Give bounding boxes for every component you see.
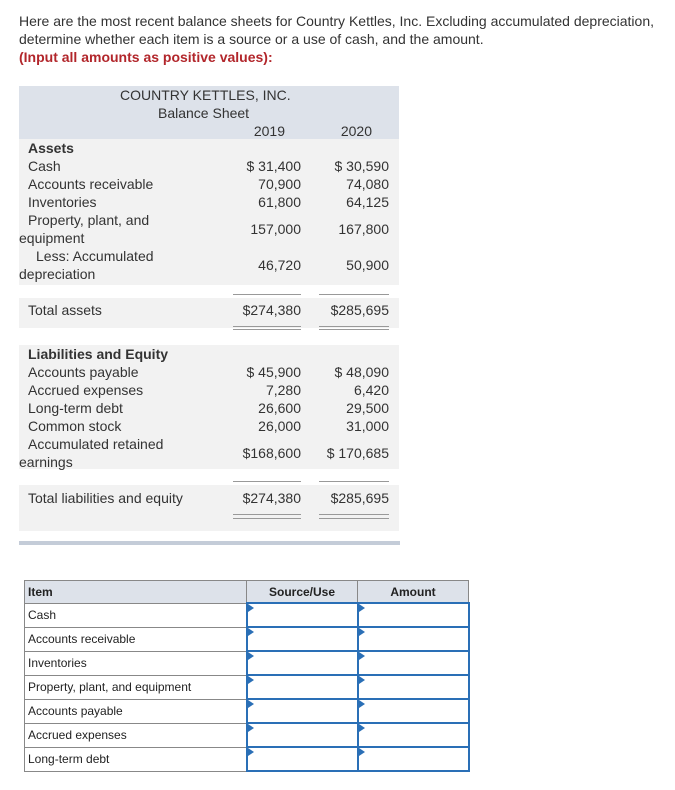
row-total-le-2019: $274,380: [242, 490, 301, 506]
row-total-assets-2020: $285,695: [330, 302, 389, 318]
problem-text: [19, 12, 659, 66]
double-line-2020-a: [319, 326, 389, 327]
row-ltd-2020: 29,500: [346, 400, 389, 416]
item-label: Inventories: [25, 651, 247, 675]
input-marker-icon: [359, 628, 365, 636]
row-cs-label: Common stock: [28, 418, 122, 434]
table-row: [25, 699, 469, 723]
row-total-assets-2019: $274,380: [242, 302, 301, 318]
row-ar-2020: 74,080: [346, 176, 389, 192]
liabilities-heading: Liabilities and Equity: [28, 346, 169, 362]
row-cash-2019: $ 31,400: [246, 158, 301, 174]
item-label: Accounts payable: [25, 699, 247, 723]
header-item: Item: [25, 581, 247, 604]
sheet-bottom-bar: [19, 541, 400, 545]
source-use-dropdown[interactable]: [247, 723, 358, 747]
row-accrued-2019: 7,280: [265, 382, 301, 398]
year-2020: 2020: [340, 123, 372, 139]
table-row: [25, 747, 469, 771]
dropdown-arrow-icon: [248, 604, 254, 612]
le-double-line-2020-b: [319, 518, 389, 519]
amount-input[interactable]: [358, 651, 469, 675]
year-2019: 2019: [253, 123, 285, 139]
answer-table: [24, 580, 470, 772]
row-ppe-label: Property, plant, and: [28, 212, 150, 228]
item-label: Cash: [25, 603, 247, 627]
table-row: [25, 603, 469, 627]
row-re-label-cont: earnings: [19, 454, 73, 470]
row-ar-2019: 70,900: [258, 176, 301, 192]
le-double-line-2020-a: [319, 514, 389, 515]
row-re-2020: $ 170,685: [326, 445, 389, 461]
double-line-2019-b: [233, 329, 301, 330]
liab-subtotal-line-2020: [319, 481, 389, 482]
amount-input[interactable]: [358, 627, 469, 651]
row-ap-label: Accounts payable: [28, 364, 139, 380]
dropdown-arrow-icon: [248, 676, 254, 684]
row-ppe-2019: 157,000: [250, 221, 301, 237]
row-cs-2020: 31,000: [346, 418, 389, 434]
sheet-title: Balance Sheet: [158, 105, 250, 121]
source-use-dropdown[interactable]: [247, 603, 358, 627]
row-total-le-2020: $285,695: [330, 490, 389, 506]
row-ppe-label-cont: equipment: [19, 230, 85, 246]
row-ar-label: Accounts receivable: [28, 176, 154, 192]
row-inv-2019: 61,800: [258, 194, 301, 210]
row-inv-2020: 64,125: [346, 194, 389, 210]
dropdown-arrow-icon: [248, 748, 254, 756]
row-accrued-2020: 6,420: [353, 382, 389, 398]
source-use-dropdown[interactable]: [247, 627, 358, 651]
amount-input[interactable]: [358, 747, 469, 771]
row-re-2019: $168,600: [242, 445, 301, 461]
dropdown-arrow-icon: [248, 628, 254, 636]
row-accdep-label-cont: depreciation: [19, 266, 96, 282]
row-accdep-2019: 46,720: [258, 257, 301, 273]
assets-heading: Assets: [28, 140, 74, 156]
instruction: (Input all amounts as positive values):: [19, 49, 273, 65]
row-total-le-label: Total liabilities and equity: [28, 490, 183, 506]
double-line-2019-a: [233, 326, 301, 327]
dropdown-arrow-icon: [248, 700, 254, 708]
le-double-line-2019-b: [233, 518, 301, 519]
row-ap-2020: $ 48,090: [334, 364, 389, 380]
table-row: [25, 723, 469, 747]
amount-input[interactable]: [358, 603, 469, 627]
row-ltd-label: Long-term debt: [28, 400, 123, 416]
row-inv-label: Inventories: [28, 194, 97, 210]
item-label: Long-term debt: [25, 747, 247, 771]
row-ap-2019: $ 45,900: [246, 364, 301, 380]
dropdown-arrow-icon: [248, 724, 254, 732]
source-use-dropdown[interactable]: [247, 651, 358, 675]
liab-subtotal-line-2019: [233, 481, 301, 482]
input-marker-icon: [359, 604, 365, 612]
item-label: Accounts receivable: [25, 627, 247, 651]
source-use-dropdown[interactable]: [247, 699, 358, 723]
balance-sheet: [19, 86, 399, 545]
table-row: [25, 651, 469, 675]
item-label: Property, plant, and equipment: [25, 675, 247, 699]
row-accrued-label: Accrued expenses: [28, 382, 144, 398]
row-ppe-2020: 167,800: [338, 221, 389, 237]
row-cash-2020: $ 30,590: [334, 158, 389, 174]
le-double-line-2019-a: [233, 514, 301, 515]
amount-input[interactable]: [358, 699, 469, 723]
input-marker-icon: [359, 652, 365, 660]
input-marker-icon: [359, 748, 365, 756]
row-total-assets-label: Total assets: [28, 302, 102, 318]
row-ltd-2019: 26,600: [258, 400, 301, 416]
table-row: [25, 627, 469, 651]
subtotal-line-2019: [233, 294, 301, 295]
row-cash-label: Cash: [28, 158, 61, 174]
input-marker-icon: [359, 700, 365, 708]
row-accdep-2020: 50,900: [346, 257, 389, 273]
source-use-dropdown[interactable]: [247, 747, 358, 771]
item-label: Accrued expenses: [25, 723, 247, 747]
row-accdep-label: Less: Accumulated: [36, 248, 154, 264]
dropdown-arrow-icon: [248, 652, 254, 660]
header-source-use: Source/Use: [247, 581, 358, 604]
input-marker-icon: [359, 676, 365, 684]
header-amount: Amount: [358, 581, 469, 604]
table-row: [25, 675, 469, 699]
amount-input[interactable]: [358, 675, 469, 699]
source-use-dropdown[interactable]: [247, 675, 358, 699]
subtotal-line-2020: [319, 294, 389, 295]
row-cs-2019: 26,000: [258, 418, 301, 434]
amount-input[interactable]: [358, 723, 469, 747]
input-marker-icon: [359, 724, 365, 732]
problem-statement: Here are the most recent balance sheets for Country Kettles, Inc. Excluding accumulated depreciation, determine whether each item is a source or a use of cash, and the amount.: [19, 13, 655, 47]
double-line-2020-b: [319, 329, 389, 330]
row-re-label: Accumulated retained: [28, 436, 164, 452]
company-name: COUNTRY KETTLES, INC.: [120, 87, 291, 103]
